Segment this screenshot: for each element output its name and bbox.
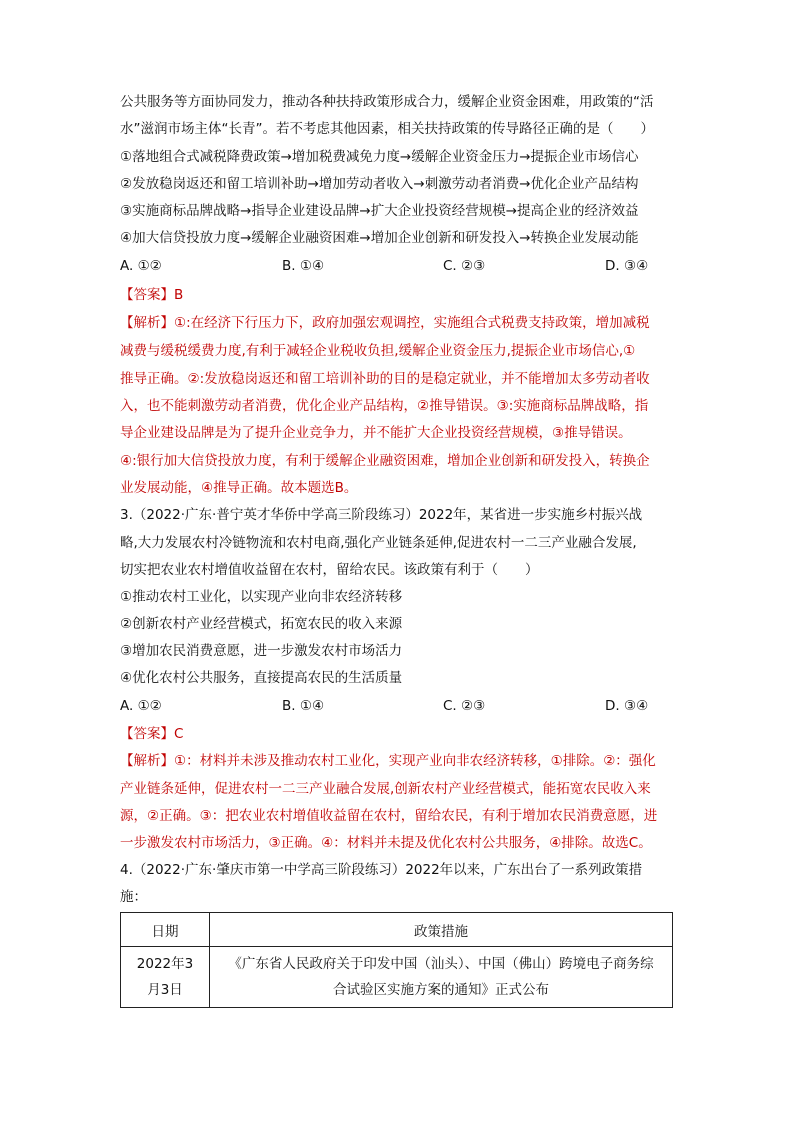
analysis-line: 【解析】①:在经济下行压力下，政府加强宏观调控，实施组合式税费支持政策，增加减税	[120, 315, 650, 331]
statement: ④加大信贷投放力度→缓解企业融资困难→增加企业创新和研发投入→转换企业发展动能	[120, 230, 639, 246]
measure-line: 合试验区实施方案的通知》正式公布	[333, 982, 549, 998]
option-c: C. ②③	[443, 698, 486, 714]
question-stem-line: 水”滋润市场主体“长青”。若不考虑其他因素，相关扶持政策的传导路径正确的是（ ）	[120, 121, 654, 137]
option-d: D. ③④	[605, 698, 649, 714]
policy-table	[120, 912, 673, 1008]
statement: ①落地组合式减税降费政策→增加税费减免力度→缓解企业资金压力→提振企业市场信心	[120, 149, 639, 165]
answer-label: 【答案】C	[120, 726, 184, 742]
statement: ②发放稳岗返还和留工培训补助→增加劳动者收入→刺激劳动者消费→优化企业产品结构	[120, 176, 639, 192]
analysis-line: ④:银行加大信贷投放力度，有利于缓解企业融资困难，增加企业创新和研发投入，转换企	[120, 453, 650, 469]
question-3-stem: 3.（2022·广东·普宁英才华侨中学高三阶段练习）2022年，某省进一步实施乡村振兴战	[120, 507, 643, 523]
statement: ④优化农村公共服务，直接提高农民的生活质量	[120, 670, 403, 686]
table-row	[121, 947, 673, 1008]
statement: ②创新农村产业经营模式，拓宽农民的收入来源	[120, 616, 403, 632]
analysis-line: 推导正确。②:发放稳岗返还和留工培训补助的目的是稳定就业，并不能增加太多劳动者收	[120, 371, 650, 387]
column-header-date: 日期	[121, 913, 210, 947]
statement: ③实施商标品牌战略→指导企业建设品牌→扩大企业投资经营规模→提高企业的经济效益	[120, 203, 639, 219]
table-header-row	[121, 913, 673, 947]
analysis-line: 【解析】①：材料并未涉及推动农村工业化，实现产业向非农经济转移，①排除。②：强化	[120, 753, 656, 769]
statement: ③增加农民消费意愿，进一步激发农村市场活力	[120, 643, 403, 659]
question-3-stem: 略,大力发展农村冷链物流和农村电商,强化产业链条延伸,促进农村一二三产业融合发展,	[120, 535, 637, 551]
option-a: A. ①②	[120, 258, 162, 274]
date-line: 2022年3	[136, 956, 194, 972]
measure-line: 《广东省人民政府关于印发中国（汕头）、中国（佛山）跨境电子商务综	[228, 956, 654, 972]
analysis-line: 入，也不能刺激劳动者消费，优化企业产品结构，②推导错误。③:实施商标品牌战略，指	[120, 398, 649, 414]
option-b: B. ①④	[282, 258, 325, 274]
statement: ①推动农村工业化，以实现产业向非农经济转移	[120, 589, 403, 605]
analysis-line: 业发展动能，④推导正确。故本题选B。	[120, 480, 358, 496]
option-a: A. ①②	[120, 698, 162, 714]
date-cell	[121, 947, 210, 1008]
option-b: B. ①④	[282, 698, 325, 714]
analysis-line: 一步激发农村市场活力，③正确。④：材料并未提及优化农村公共服务，④排除。故选C。	[120, 835, 652, 851]
option-d: D. ③④	[605, 258, 649, 274]
analysis-line: 源，②正确。③：把农业农村增值收益留在农村，留给农民，有利于增加农民消费意愿，进	[120, 808, 658, 824]
analysis-line: 产业链条延伸，促进农村一二三产业融合发展,创新农村产业经营模式，能拓宽农民收入来	[120, 781, 651, 797]
question-4-stem: 4.（2022·广东·肇庆市第一中学高三阶段练习）2022年以来，广东出台了一系列政策措	[120, 862, 643, 878]
question-3-stem: 切实把农业农村增值收益留在农村，留给农民。该政策有利于（ ）	[120, 562, 539, 578]
column-header-measure: 政策措施	[210, 913, 673, 947]
option-c: C. ②③	[443, 258, 486, 274]
analysis-line: 导企业建设品牌是为了提升企业竞争力，并不能扩大企业投资经营规模，③推导错误。	[120, 425, 632, 441]
date-line: 月3日	[147, 982, 183, 998]
question-stem-line: 公共服务等方面协同发力，推动各种扶持政策形成合力，缓解企业资金困难，用政策的“活	[120, 94, 654, 110]
answer-label: 【答案】B	[120, 287, 184, 303]
question-4-stem: 施：	[120, 889, 147, 905]
analysis-line: 减费与缓税缓费力度,有利于减轻企业税收负担,缓解企业资金压力,提振企业市场信心,①	[120, 343, 636, 359]
measure-cell	[210, 947, 673, 1008]
